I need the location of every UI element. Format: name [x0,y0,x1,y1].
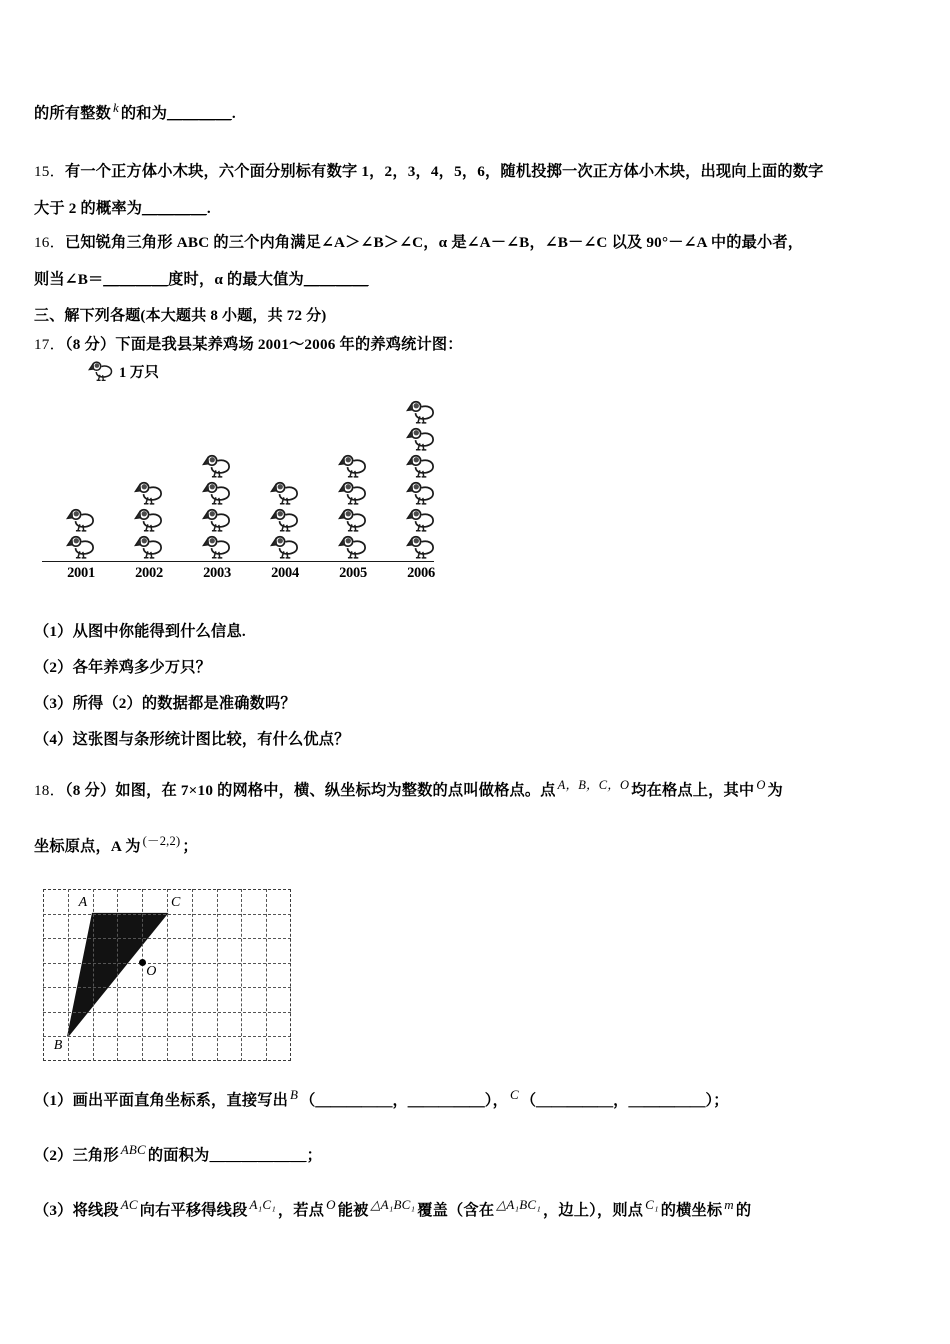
chicken-icon [66,534,96,561]
point-label-o: O [146,963,157,979]
pictograph-column [262,480,308,561]
x-axis-year-label: 2003 [203,565,231,581]
q18-point-b-symbol: B [290,1087,299,1102]
grid-line-horizontal [43,914,291,915]
q18-line-1 [34,776,783,803]
q18-text-1c: 为 [767,782,783,800]
q17-stem-line [34,333,463,357]
q18-sub2-answer-blank: ＿＿＿＿＿＿ [209,1147,307,1165]
q18-point-c1-symbol: C₁ [645,1197,659,1212]
q17-sub-1: （1）从图中你能得到什么信息. [34,623,246,640]
q18-sub1-blanks-c: （＿＿＿＿＿，＿＿＿＿＿）； [520,1092,729,1110]
q18-sub-3 [34,1195,751,1223]
q18-triangle-a1bc1-second: △A₁BC₁ [496,1197,541,1212]
q18-sub1-text-a: （1）画出平面直角坐标系，直接写出 [34,1092,288,1110]
grid-line-vertical [241,889,242,1061]
pictograph-column [126,480,172,561]
q17-score: （8 分） [64,336,116,353]
q18-segment-a1c1: A₁C₁ [249,1197,276,1212]
q15-line-1 [34,160,824,184]
q18-sub3-text-g: 的横坐标 [660,1202,723,1220]
q14-tail-line [34,98,236,126]
legend-label: 1 万只 [119,364,159,381]
q18-triangle-a1bc1-first: △A₁BC₁ [370,1197,416,1212]
x-axis-year-label: 2006 [407,565,435,581]
point-label-c: C [171,894,181,910]
chicken-icon [406,453,436,480]
q18-point-c-symbol: C [509,1087,519,1102]
q14-period: . [231,105,236,123]
chicken-icon [202,480,232,507]
q18-segment-ac: AC [120,1197,138,1212]
grid-line-vertical [68,889,69,1061]
chicken-icon [406,507,436,534]
q18-sub3-text-h: 的 [735,1202,752,1220]
grid-line-horizontal [43,987,291,988]
chicken-icon [270,480,300,507]
q18-sub2-end: ； [306,1147,322,1165]
q17-stem-text: 下面是我县某养鸡场 2001～2006 年的养鸡统计图： [115,336,463,353]
chicken-icon [406,399,436,426]
q14-prefix: 的所有整数 [34,105,111,123]
q18-sub-2 [34,1140,322,1168]
x-axis-year-label: 2001 [67,565,95,581]
chicken-icon [338,507,368,534]
q18-sub-1 [34,1085,729,1113]
grid-line-vertical [142,889,143,1061]
chicken-icon [406,426,436,453]
q16-answer-blank-1: ＿＿＿＿ [103,271,169,288]
q16-line-1 [34,231,803,255]
pictograph-column [58,507,104,561]
q16-text-1: 已知锐角三角形 ABC 的三个内角满足∠A＞∠B＞∠C，α 是∠A－∠B，∠B－∠C 以及 90°－∠A 中的最小者， [64,234,804,251]
q17-sub-3: （3）所得（2）的数据都是准确数吗？ [34,695,296,712]
q18-sub3-text-a: （3）将线段 [34,1202,119,1220]
q14-middle: 的和为 [120,105,168,123]
grid-line-horizontal [43,963,291,964]
grid-line-vertical [167,889,168,1061]
section-3-heading: 三、解下列各题(本大题共 8 小题，共 72 分) [34,308,327,324]
q15-text-2: 大于 2 的概率为 [34,200,143,217]
q18-point-a-coord: (－2,2) [142,834,181,848]
q15-period: . [206,200,211,217]
q16-number: 16． [34,234,65,251]
chart-legend [88,360,159,382]
chicken-icon [338,480,368,507]
q15-line-2 [34,197,211,221]
chicken-icon [406,534,436,561]
chicken-icon [406,480,436,507]
q18-score: （8 分） [64,782,116,800]
q17-sub-2: （2）各年养鸡多少万只？ [34,659,212,676]
pictograph-column [194,453,240,561]
q18-sub3-text-e: 覆盖（含在 [417,1202,495,1220]
chicken-icon [202,453,232,480]
chicken-icon [338,534,368,561]
grid-line-horizontal [43,938,291,939]
q18-text-2a: 坐标原点，A 为 [34,838,141,856]
q14-answer-blank: ＿＿＿＿ [167,105,232,123]
chart-x-axis-labels [40,565,460,587]
chicken-pictograph-chart [40,358,460,593]
chicken-icon [134,534,164,561]
grid-line-vertical [117,889,118,1061]
chicken-icon [270,534,300,561]
x-axis-year-label: 2004 [271,565,299,581]
q18-points-list: A，B，C，O [557,778,630,792]
chicken-icon [134,507,164,534]
chicken-icon [338,453,368,480]
q16-line-2 [34,268,369,292]
q18-sub3-text-d: 能被 [337,1202,369,1220]
grid-line-horizontal [43,1036,291,1037]
q18-sub2-text-b: 的面积为 [147,1147,210,1165]
q18-sub1-blanks-b: （＿＿＿＿＿，＿＿＿＿＿）， [300,1092,508,1110]
x-axis-year-label: 2005 [339,565,367,581]
pictograph-column [398,399,444,561]
q18-origin-symbol: O [756,778,766,792]
q16-answer-blank-2: ＿＿＿＿ [303,271,369,288]
q18-text-2b: ； [182,838,198,856]
chicken-icon [88,360,114,382]
q18-number: 18． [34,782,65,800]
chart-plot-area [40,386,460,561]
point-label-a: A [78,894,88,910]
q18-variable-m: m [724,1197,734,1212]
grid-line-vertical [217,889,218,1061]
q16-text-2b: 度时，α 的最大值为 [168,271,304,288]
chicken-icon [202,507,232,534]
q16-text-2a: 则当∠B＝ [34,271,104,288]
q14-variable-k: k [112,100,119,115]
q15-number: 15． [34,163,65,180]
chicken-icon [270,507,300,534]
q18-sub3-text-c: ，若点 [277,1202,325,1220]
chart-baseline-axis [42,561,434,562]
q18-line-2 [34,832,198,859]
q18-text-1b: 均在格点上，其中 [631,782,755,800]
q15-answer-blank: ＿＿＿＿ [142,200,207,217]
point-label-b: B [53,1038,63,1054]
q18-sub3-text-f: ，边上），则点 [543,1202,644,1220]
q18-sub3-text-b: 向右平移得线段 [139,1202,248,1220]
q18-sub2-text-a: （2）三角形 [34,1147,119,1165]
q18-triangle-abc-symbol: ABC [120,1142,146,1157]
pictograph-column [330,453,376,561]
grid-line-vertical [192,889,193,1061]
grid-triangle-figure [43,889,291,1061]
q15-text-1: 有一个正方体小木块，六个面分别标有数字 1，2，3，4，5，6，随机投掷一次正方体小木块，出现向上面的数字 [64,163,824,180]
q17-number: 17． [34,336,65,353]
chicken-icon [66,507,96,534]
grid-line-vertical [266,889,267,1061]
q17-sub-4: （4）这张图与条形统计图比较，有什么优点？ [34,731,350,748]
grid-line-horizontal [43,1012,291,1013]
q18-sub3-point-o: O [326,1197,336,1212]
chicken-icon [202,534,232,561]
grid-line-vertical [93,889,94,1061]
q18-text-1a: 如图，在 7×10 的网格中，横、纵坐标均为整数的点叫做格点。点 [115,782,556,800]
chicken-icon [134,480,164,507]
x-axis-year-label: 2002 [135,565,163,581]
origin-point-dot [139,959,146,966]
